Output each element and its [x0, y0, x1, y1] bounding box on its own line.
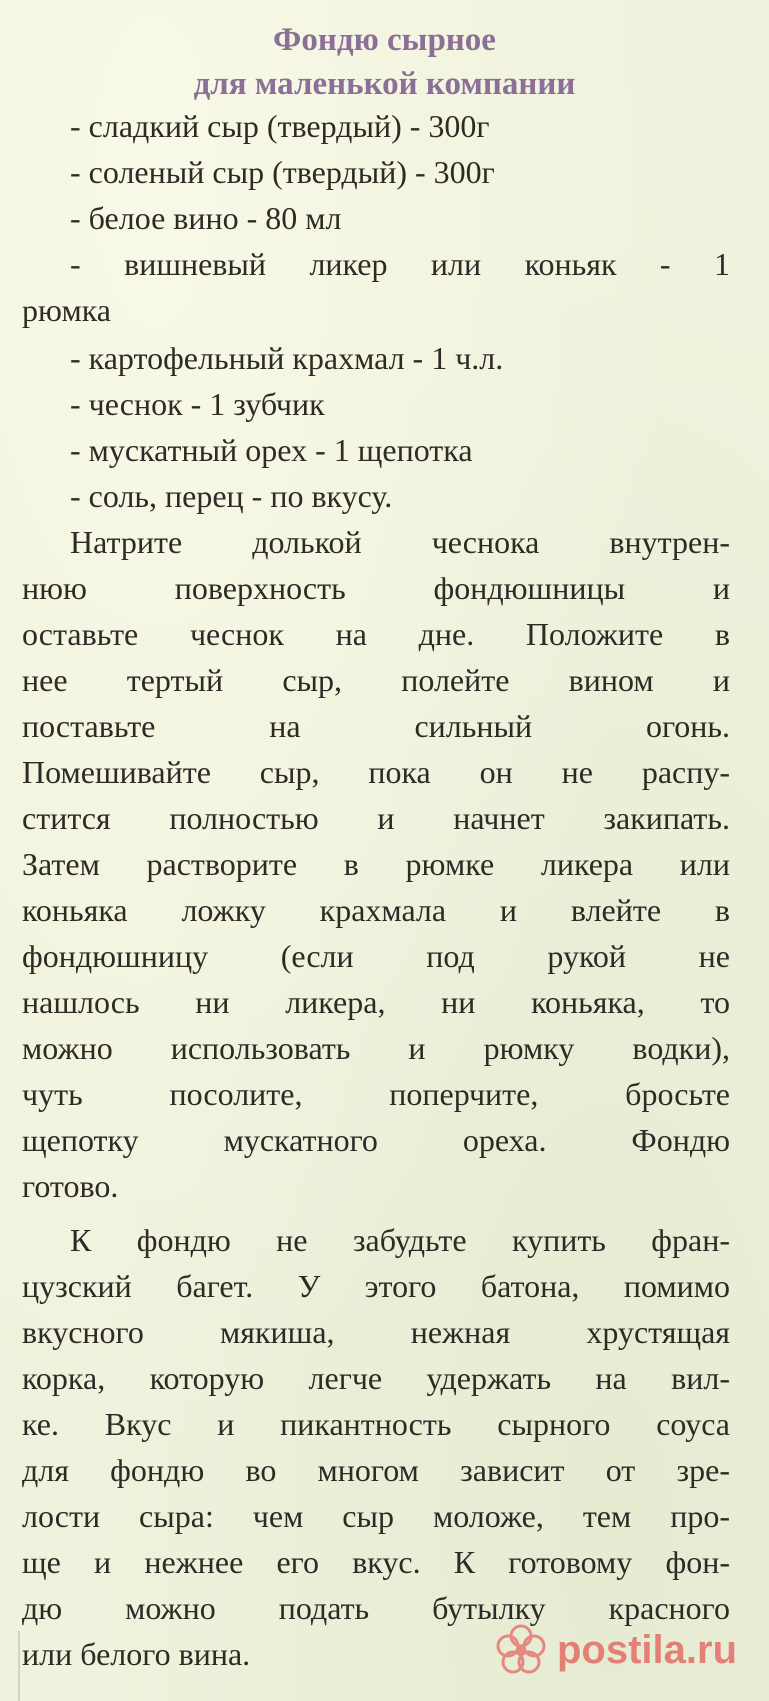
paragraph-line: поставьте на сильный огонь. [22, 708, 730, 744]
ingredient-line: - мускатный орех - 1 щепотка [70, 432, 473, 468]
paragraph-line: готово. [22, 1168, 119, 1204]
paragraph-line: стится полностью и начнет закипать. [22, 800, 730, 836]
paragraph-line: Натрите долькой чеснока внутрен- [70, 524, 730, 560]
ingredient-line: - соленый сыр (твердый) - 300г [70, 154, 495, 190]
paragraph-line: дю можно подать бутылку красного [22, 1590, 730, 1626]
ingredient-line: - сладкий сыр (твердый) - 300г [70, 108, 490, 144]
paragraph-line: фондюшницу (если под рукой не [22, 938, 730, 974]
paragraph-line: коньяка ложку крахмала и влейте в [22, 892, 730, 928]
ingredient-line: - белое вино - 80 мл [70, 200, 342, 236]
paragraph-line: для фондю во многом зависит от зре- [22, 1452, 730, 1488]
paragraph-line: корка, которую легче удержать на вил- [22, 1360, 730, 1396]
paragraph-line: К фондю не забудьте купить фран- [70, 1222, 730, 1258]
ingredient-line: - чеснок - 1 зубчик [70, 386, 325, 422]
ingredient-line: - картофельный крахмал - 1 ч.л. [70, 340, 504, 376]
paragraph-line: лости сыра: чем сыр моложе, тем про- [22, 1498, 730, 1534]
paragraph-line: ке. Вкус и пикантность сырного соуса [22, 1406, 730, 1442]
paragraph-line: Затем растворите в рюмке ликера или [22, 846, 730, 882]
paragraph-line: или белого вина. [22, 1636, 251, 1672]
scan-edge-mark [0, 1631, 20, 1701]
postila-watermark [491, 1615, 751, 1685]
paragraph-line: Помешивайте сыр, пока он не распу- [22, 754, 730, 790]
paragraph-line: вкусного мякиша, нежная хрустящая [22, 1314, 730, 1350]
paragraph-line: оставьте чеснок на дне. Положите в [22, 616, 730, 652]
paragraph-line: щепотку мускатного ореха. Фондю [22, 1122, 730, 1158]
watermark-text: postila.ru [557, 1628, 738, 1672]
ingredient-line: - вишневый ликер или коньяк - 1 [70, 246, 730, 282]
paragraph-line: нашлось ни ликера, ни коньяка, то [22, 984, 730, 1020]
paragraph-line: нюю поверхность фондюшницы и [22, 570, 730, 606]
paragraph-line: цузский багет. У этого батона, помимо [22, 1268, 730, 1304]
recipe-title: Фондю сырное [273, 22, 496, 58]
ingredient-line: - соль, перец - по вкусу. [70, 478, 393, 514]
flower-logo-icon [498, 1626, 544, 1672]
paragraph-line: ще и нежнее его вкус. К готовому фон- [22, 1544, 730, 1580]
paragraph-line: нее тертый сыр, полейте вином и [22, 662, 730, 698]
ingredient-line-continued: рюмка [22, 292, 111, 328]
recipe-subtitle: для маленькой компании [193, 66, 576, 102]
paragraph-line: чуть посолите, поперчите, бросьте [22, 1076, 730, 1112]
paragraph-line: можно использовать и рюмку водки), [22, 1030, 730, 1066]
